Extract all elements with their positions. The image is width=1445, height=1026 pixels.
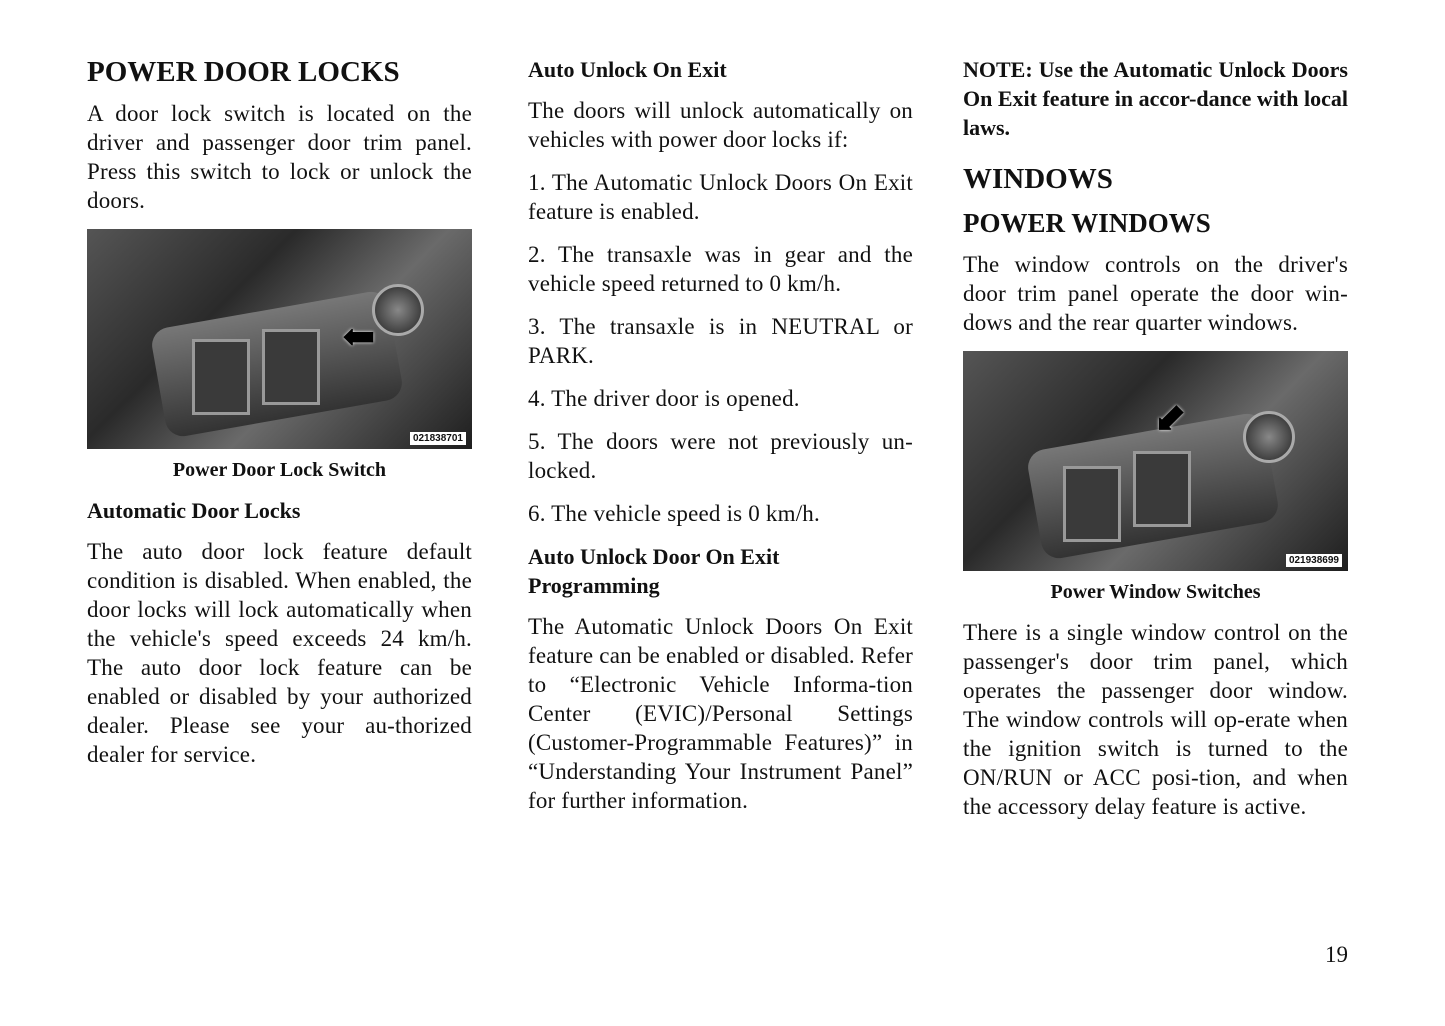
paragraph: The doors will unlock automatically on vehicles with power door locks if: [528,98,913,152]
figure-caption: Power Door Lock Switch [172,459,387,481]
paragraph: The Automatic Unlock Doors On Exit feature can be enabled or disabled. Refer to “Electronic Vehicle Informa-tion Center (EVIC)/Personal Settings (Customer-Programmable Features)” in “Understanding Your Instrument Panel” for further information. [528,614,913,813]
paragraph: The auto door lock feature default condition is disabled. When enabled, the door locks will lock automatically when the vehicle's speed exceeds 24 km/h. The auto door lock feature can be enabled or disabled by your authorized dealer. Please see your au-thorized dealer for service. [87,539,472,767]
mirror-knob [1243,411,1295,463]
subheading: Auto Unlock On Exit [528,57,727,82]
figure-code: 021838701 [410,432,466,445]
section-title: POWER DOOR LOCKS [87,56,400,88]
list-item: 1. The Automatic Unlock Doors On Exit feature is enabled. [528,170,913,224]
section-title: WINDOWS [963,163,1113,195]
column-left [87,55,472,783]
column-right [963,55,1348,835]
page-number: 19 [1325,942,1348,967]
paragraph: A door lock switch is located on the driver and passenger door trim panel. Press this switch to lock or unlock the doors. [87,101,472,213]
figure-caption: Power Window Switches [1050,581,1261,603]
list-item: 4. The driver door is opened. [528,386,800,411]
window-switch [192,339,250,415]
mirror-knob [372,284,424,336]
window-switch [262,329,320,405]
note: NOTE: Use the Automatic Unlock Doors On Exit feature in accor-dance with local laws. [963,57,1348,140]
subheading: Auto Unlock Door On Exit Programming [528,544,780,598]
subheading: Automatic Door Locks [87,498,301,523]
power-window-switches-image [963,351,1348,571]
door-lock-switch-image [87,229,472,449]
window-switch [1133,451,1191,527]
paragraph: The window controls on the driver's door trim panel operate the door win-dows and the rear quarter windows. [963,252,1348,335]
paragraph: There is a single window control on the passenger's door trim panel, which operates the passenger door window. The window controls will op-erate when the ignition switch is turned to the ON/RUN or ACC posi-tion, and when the accessory delay feature is active. [963,620,1348,819]
figure-code: 021938699 [1286,554,1342,567]
arrow-icon: ⬅ [342,314,376,360]
arrow-icon: ⬅ [1141,390,1198,448]
list-item: 3. The transaxle is in NEUTRAL or PARK. [528,314,913,368]
column-middle [528,55,913,829]
list-item: 5. The doors were not previously un-locked. [528,429,913,483]
section-subtitle: POWER WINDOWS [963,208,1211,238]
list-item: 2. The transaxle was in gear and the vehicle speed returned to 0 km/h. [528,242,913,296]
list-item: 6. The vehicle speed is 0 km/h. [528,501,820,526]
window-switch [1063,466,1121,542]
